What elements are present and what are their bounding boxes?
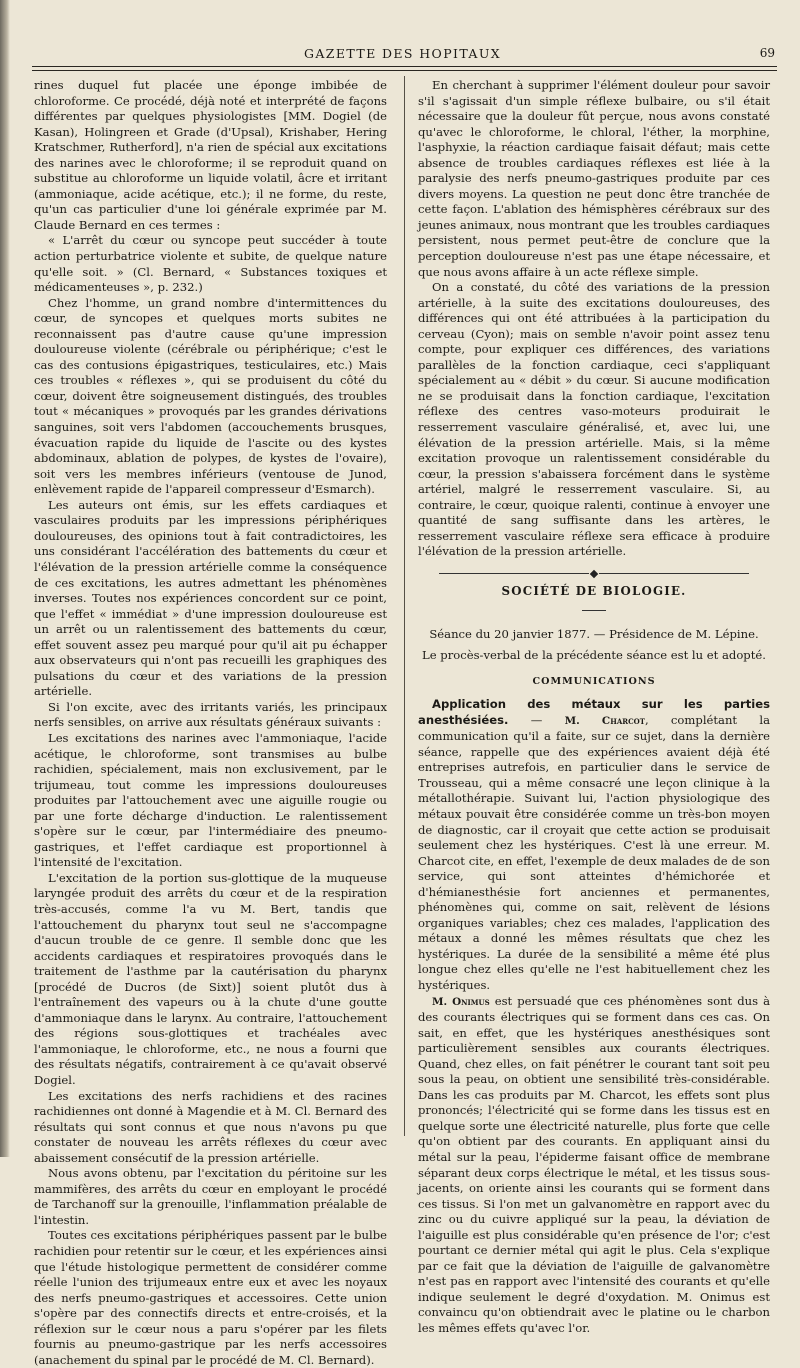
right-column: [418, 78, 770, 1337]
ornament-line: [599, 573, 749, 574]
paragraph: Toutes ces excitations périphériques passent par le bulbe rachidien pour retentir sur le cœur, et les expériences ainsi que l'étude histologique permettent de considérer comme réelle l'union des trijumeaux entre eux et avec les noyaux des nerfs pneumo-gastriques et accessoires. Cette union s'opère par des connectifs directs et entre-croisés, et la réflexion sur le cœur nous a paru s'opérer par les filets fournis au pneumo-gastrique par les nerfs accessoires (anachement du spinal par le procédé de M. Cl. Bernard).: [34, 1228, 387, 1367]
paragraph: En cherchant à supprimer l'élément douleur pour savoir s'il s'agissait d'un simple réflexe bulbaire, ou s'il était nécessaire que la douleur fût perçue, nous avons constaté qu'avec le chloroforme, le chloral, l'éther, la morphine, l'asphyxie, la réaction cardiaque faisait défaut; mais cette absence de troubles cardiaques réflexes est liée à la paralysie des nerfs pneumo-gastriques produite par ces divers moyens. La question ne peut donc être tranchée de cette façon. L'ablation des hémisphères cérébraux sur des jeunes animaux, nous montrant que les troubles cardiaques persistent, nous permet peut-être de conclure que la perception douloureuse n'est pas une étape nécessaire, et que nous avons affaire à un acte réflexe simple.: [418, 78, 770, 279]
paragraph: rines duquel fut placée une éponge imbibée de chloroforme. Ce procédé, déjà noté et interprété de façons différentes par quelques physiologistes [MM. Dogiel (de Kasan), Holingreen et Grade (d'Upsal), Krishaber, Hering Kratschmer, Rutherford], n'a rien de spécial aux excitations des narines avec le chloroforme; il se reproduit quand on substitue au chloroforme un liquide volatil, âcre et irritant (ammoniaque, acide acétique, etc.); il ne forme, du reste, qu'un cas particulier d'une loi générale exprimée par M. Claude Bernard en ces termes :: [34, 78, 387, 232]
paragraph-text: est persuadé que ces phénomènes sont dus à des courants électriques qui se forment dans ces cas. On sait, en effet, que les hystériques anesthésiques sont particulièrement sensibles aux courants électriques. Quand, chez elles, on fait pénétrer le courant tant soit peu sous la peau, on obtient une sensibilité très-considérable. Dans les cas produits par M. Charcot, les effets sont plus prononcés; l'électricité qui se forme dans les tissus est en quelque sorte une électricité naturelle, plus forte que celle qu'on obtient par des courants. En appliquant ainsi du métal sur la peau, l'épiderme faisant office de membrane séparant deux corps électrique le métal, et les tissus sous-jacents, on oriente ainsi les courants qui se forment dans ces tissus. Si l'on met un galvanomètre en rapport avec du zinc ou du cuivre appliqué sur la peau, la déviation de l'aiguille est plus considérable qu'en présence de l'or; c'est pourtant ce dernier métal qui agit le plus. Cela s'explique par ce fait que la déviation de l'aiguille de galvanomètre n'est pas en rapport avec l'intensité des courants et qu'elle indique seulement le degré d'oxydation. M. Onimus est convaincu qu'on obtiendrait avec le platine ou le charbon les mêmes effets qu'avec l'or.: [418, 993, 771, 1336]
paragraph: Les excitations des narines avec l'ammoniaque, l'acide acétique, le chloroforme, sont transmises au bulbe rachidien, spécialement, mais non exclusivement, par le trijumeau, tout comme les impressions douloureuses produites par l'attouchement avec une aiguille rougie ou par une forte décharge d'induction. Le ralentissement s'opère sur le cœur, par l'intermédiaire des pneumo-gastriques, et l'effet cardiaque est proportionnel à l'intensité de l'excitation.: [34, 730, 387, 870]
communications-heading: COMMUNICATIONS: [532, 675, 656, 687]
page-number: 69: [759, 46, 775, 60]
header-rule-thin: [32, 70, 777, 71]
paragraph: Application des métaux sur les parties anesthésiées. — M. Charcot, complétant la communication qu'il a faite, sur ce sujet, dans la dernière séance, rappelle que des expériences avaient déjà été entreprises autrefois, en particulier dans le service de Trousseau, qui a même consacré une leçon clinique à la métallothérapie. Suivant lui, l'action physiologique des métaux pouvait être considérée comme un très-bon moyen de diagnostic, car il croyait que cette action se produisait seulement chez les hystériques. C'est là une erreur. M. Charcot cite, en effet, l'exemple de deux malades de de son service, qui sont atteintes d'hémichorée et d'hémianesthésie fort anciennes et permanentes, phénomènes qui, comme on sait, relèvent de lésions organiques variables; chez ces malades, l'application des métaux a donné les mêmes résultats que chez les hystériques. La durée de la sensibilité a même été plus longue chez elles qu'elle ne l'est habituellement chez les hystériques.: [418, 697, 770, 992]
proces-verbal-line: Le procès-verbal de la précédente séance est lu et adopté.: [422, 648, 766, 663]
page-header: [30, 44, 775, 66]
paragraph: Si l'on excite, avec des irritants variés, les principaux nerfs sensibles, on arrive aux résultats généraux suivants :: [34, 699, 387, 730]
seance-line: Séance du 20 janvier 1877. — Présidence de M. Lépine.: [429, 626, 759, 641]
paragraph: « L'arrêt du cœur ou syncope peut succéder à toute action perturbatrice violente et subite, de quelque nature qu'elle soit. » (Cl. Bernard, « Substances toxiques et médicamenteuses », p. 232.): [34, 233, 387, 295]
paragraph: [418, 994, 770, 1337]
paragraph: L'excitation de la portion sus-glottique de la muqueuse laryngée produit des arrêts du cœur et de la respiration très-accusés, comme l'a vu M. Bert, tandis que l'attouchement du pharynx tout seul ne s'accompagne d'aucun trouble de ce genre. Il semble donc que les accidents cardiaques et respiratoires provoqués dans le traitement de l'asthme par la cautérisation du pharynx [procédé de Ducros (de Sixt)] soient plutôt dus à l'entraînement des vapeurs ou à la chute d'une goutte d'ammoniaque dans le larynx. Au contraire, l'attouchement des régions sous-glottiques et trachéales avec l'ammoniaque, le chloroforme, etc., ne nous a fourni que des résultats négatifs, contrairement à ce qu'avait observé Dogiel.: [34, 870, 387, 1087]
diamond-icon: [590, 570, 598, 578]
section-title: SOCIÉTÉ DE BIOLOGIE.: [501, 583, 687, 598]
speaker-name: M. Charcot: [564, 714, 645, 727]
journal-title: GAZETTE DES HOPITAUX: [303, 46, 502, 61]
column-divider: [404, 76, 405, 1136]
paragraph: On a constaté, du côté des variations de la pression artérielle, à la suite des excitations douloureuses, des différences qui ont été attribuées à la participation du cerveau (Cyon); mais on semble n'avoir point assez tenu compte, pour expliquer ces différences, des variations parallèles de la fonction cardiaque, ceci s'appliquant spécialement au « débit » du cœur. Si aucune modification ne se produisait dans la fonction cardiaque, l'excitation réflexe des centres vaso-moteurs produirait le resserrement vasculaire généralisé, et, avec lui, une élévation de la pression artérielle. Mais, si la même excitation provoque un ralentissement considérable du cœur, la pression s'abaissera forcément dans le système artériel, malgré le resserrement vasculaire. Si, au contraire, le cœur, quoique ralenti, continue à envoyer une quantité de sang suffisante dans les artères, le resserrement vasculaire réflexe sera efficace à produire l'élévation de la pression artérielle.: [418, 280, 770, 559]
paragraph-text: , complétant la communication qu'il a faite, sur ce sujet, dans la dernière séance, rappelle que des expériences avaient déjà été entreprises autrefois, en particulier dans le service de Trousseau, qui a même consacré une leçon clinique à la métallothérapie. Suivant lui, l'action physiologique des métaux pouvait être considérée comme un très-bon moyen de diagnostic, car il croyait que cette action se produisait seulement chez les hystériques. C'est là une erreur. M. Charcot cite, en effet, l'exemple de deux malades de de son service, qui sont atteintes d'hémichorée et d'hémianesthésie fort anciennes et permanentes, phénomènes qui, comme on sait, relèvent de lésions organiques variables; chez ces malades, l'application des métaux a donné les mêmes résultats que chez les hystériques. La durée de la sensibilité a même été plus longue chez elles qu'elle ne l'est habituellement chez les hystériques.: [418, 712, 770, 992]
binding-edge: [0, 0, 10, 1157]
ornament-line: [439, 573, 589, 574]
speaker-name: M. Onimus: [432, 995, 490, 1008]
short-rule: [582, 610, 606, 611]
paragraph: Nous avons obtenu, par l'excitation du péritoine sur les mammifères, des arrêts du cœur en employant le procédé de Tarchanoff sur la grenouille, l'inflammation préalable de l'intestin.: [34, 1166, 387, 1227]
paragraph: Les auteurs ont émis, sur les effets cardiaques et vasculaires produits par les impressions périphériques douloureuses, des opinions tout à fait contradictoires, les uns considérant l'accélération des battements du cœur et l'élévation de la pression artérielle comme la conséquence de ces excitations, les autres admettant les phénomènes inverses. Toutes nos expériences concordent sur ce point, que l'effet « immédiat » d'une impression douloureuse est un arrêt ou un ralentissement des battements du cœur, effet souvent assez peu marqué pour qu'il ait pu échapper aux observateurs qui n'ont pas recueilli les graphiques des pulsations du cœur et des variations de la pression artérielle.: [34, 497, 387, 699]
section-ornament: [418, 566, 770, 574]
header-rule-thick: [32, 66, 777, 67]
paragraph: Chez l'homme, un grand nombre d'intermittences du cœur, de syncopes et quelques morts subites ne reconnaissent pas d'autre cause qu'une impression douloureuse violente (cérébrale ou périphérique; c'est le cas des contusions épigastriques, testiculaires, etc.) Mais ces troubles « réflexes », qui se produisent du côté du cœur, doivent être soigneusement distingués, des troubles tout « mécaniques » provoqués par les grandes dérivations sanguines, soit vers l'abdomen (accouchements brusques, évacuation rapide du liquide de l'ascite ou des kystes abdominaux, ablation de polypes, de kystes de l'ovaire), soit vers les membres inférieurs (ventouse de Junod, enlèvement rapide de l'appareil compresseur d'Esmarch).: [34, 295, 387, 497]
paragraph: Les excitations des nerfs rachidiens et des racines rachidiennes ont donné à Magendie et à M. Cl. Bernard des résultats qui sont connus et que nous n'avons pu que constater de nouveau les arrêts réflexes du cœur avec abaissement consécutif de la pression artérielle.: [34, 1088, 387, 1165]
article-title: Application des métaux sur les parties anesthésiées.: [418, 697, 770, 727]
left-column: [34, 78, 387, 1368]
